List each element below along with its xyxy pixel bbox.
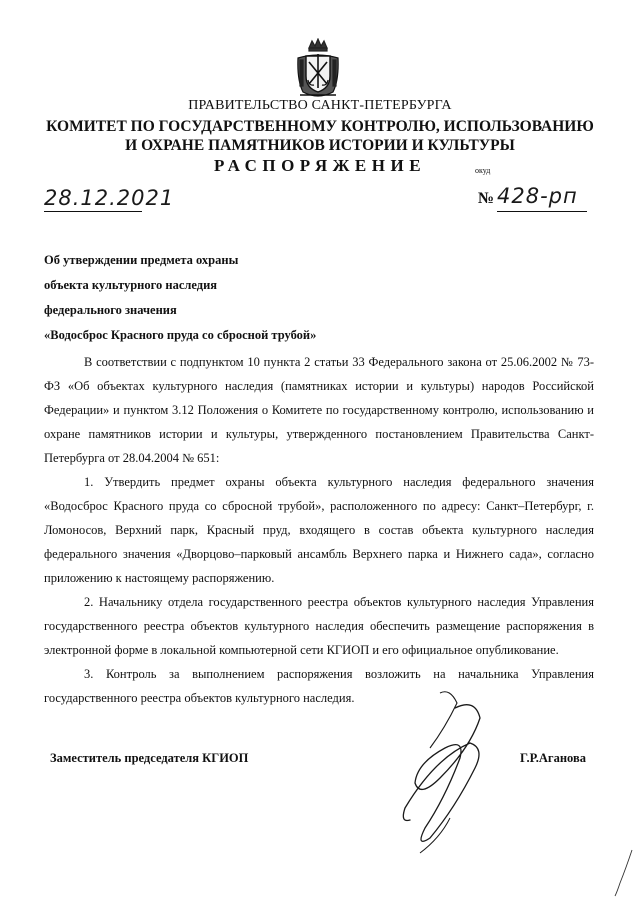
document-date: 28.12.2021: [44, 186, 175, 210]
item-3-paragraph: 3. Контроль за выполнением распоряжения возложить на начальника Управления государственного реестра объектов культурного наследия.: [44, 667, 594, 705]
committee-name-line-2: И ОХРАНЕ ПАМЯТНИКОВ ИСТОРИИ И КУЛЬТУРЫ: [125, 137, 515, 154]
coat-of-arms-icon: [295, 38, 341, 100]
document-type-title: РАСПОРЯЖЕНИЕ: [213, 156, 427, 175]
document-subject: [44, 248, 464, 348]
committee-name: [0, 117, 640, 155]
signatory-position: Заместитель председателя КГИОП: [50, 751, 249, 765]
number-sign: №: [478, 190, 495, 207]
government-name: ПРАВИТЕЛЬСТВО САНКТ-ПЕТЕРБУРГА: [188, 98, 452, 113]
preamble-paragraph: В соответствии с подпунктом 10 пункта 2 статьи 33 Федерального закона от 25.06.2002 № 73-ФЗ «Об объектах культурного наследия (памятниках истории и культуры) народов Российской Федерации» и пунктом 3.12 Положения о Комитете по государственному контролю, использованию и охране памятников истории и культуры, утвержденного постановлением Правительства Санкт-Петербурга от 28.04.2004 № 651:: [44, 355, 594, 465]
subject-line-4: «Водосброс Красного пруда со сбросной трубой»: [44, 328, 317, 342]
margin-pen-mark: [612, 848, 636, 898]
subject-line-3: федерального значения: [44, 303, 177, 317]
subject-line-1: Об утверждении предмета охраны: [44, 253, 239, 267]
item-2-paragraph: 2. Начальнику отдела государственного реестра объектов культурного наследия Управления государственного реестра объектов культурного наследия обеспечить размещение распоряжения в электронной форме в локальной компьютерной сети КГИОП и его официальное опубликование.: [44, 595, 594, 657]
date-underline: [44, 211, 142, 212]
document-body: [44, 350, 594, 710]
committee-name-line-1: КОМИТЕТ ПО ГОСУДАРСТВЕННОМУ КОНТРОЛЮ, ИСПОЛЬЗОВАНИЮ: [46, 118, 594, 135]
item-1-paragraph: 1. Утвердить предмет охраны объекта культурного наследия федерального значения «Водосброс Красного пруда со сбросной трубой», расположенного по адресу: Санкт–Петербург, г. Ломоносов, Верхний парк, Красный пруд, входящего в состав объекта культурного наследия федерального значения «Дворцово–парковый ансамбль Верхнего парка и Нижнего сада», согласно приложению к настоящему распоряжению.: [44, 475, 594, 585]
number-underline: [497, 211, 587, 212]
signatory-name: Г.Р.Аганова: [520, 751, 586, 765]
okud-label: окуд: [475, 166, 491, 175]
handwritten-signature: [385, 688, 495, 863]
subject-line-2: объекта культурного наследия: [44, 278, 218, 292]
document-number: 428-рп: [497, 184, 578, 208]
